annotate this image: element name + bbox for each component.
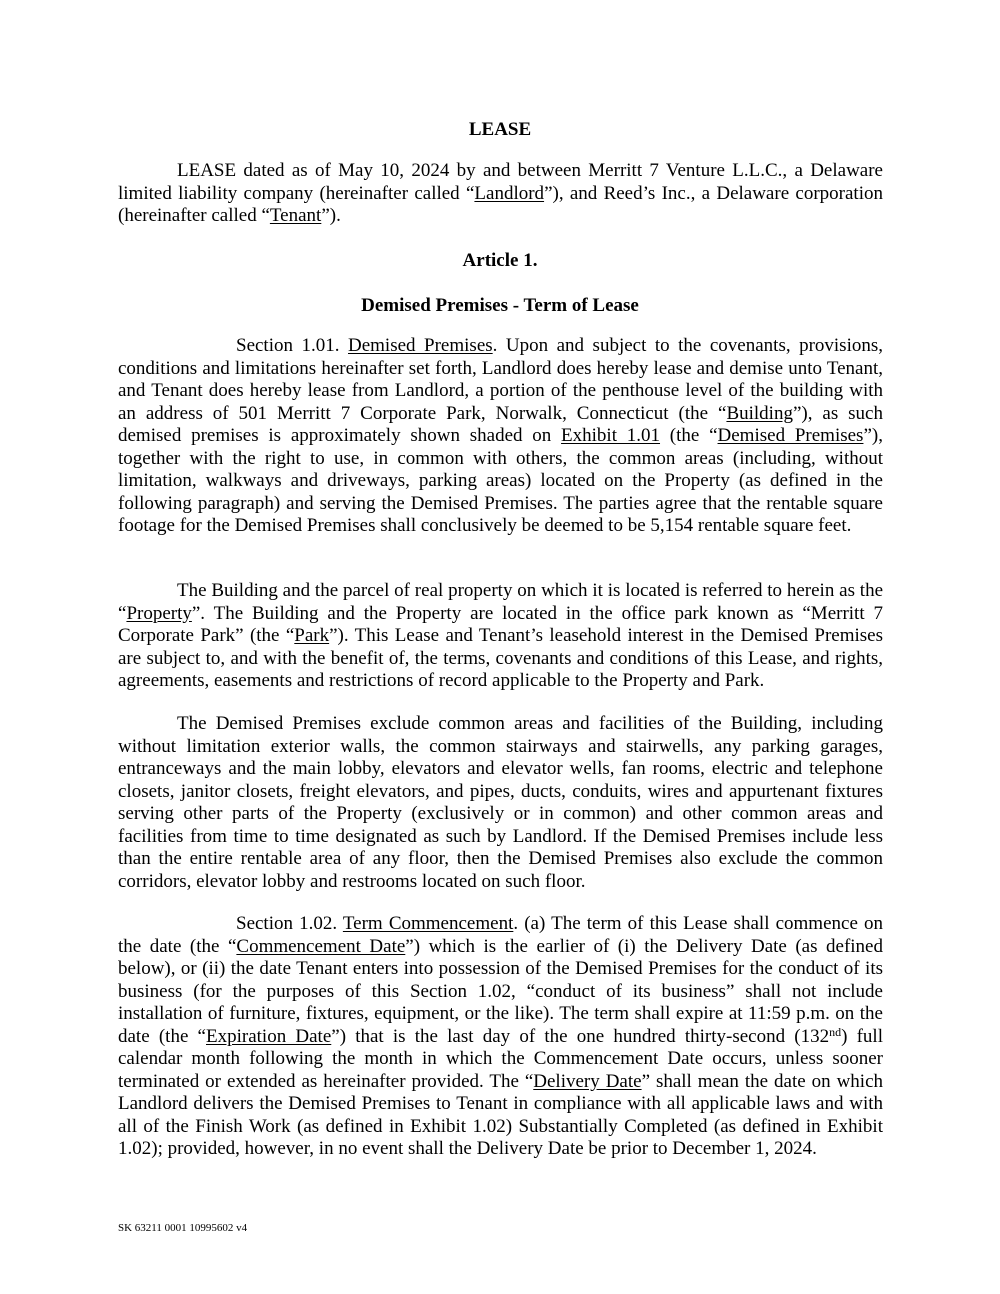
property-paragraph xyxy=(118,580,883,693)
section-text: . Upon and subject to the covenants, provisions, conditions and limitations hereinafter set forth, Landlord does hereby lease and demise unto Tenant, and Tenant does hereby lease from Landlord, a portion of the penthouse level of the building with an address of 501 Merritt 7 Corporate Park, Norwalk, Connecticut (the “ xyxy=(118,335,884,424)
defined-term-property: Property xyxy=(126,602,192,624)
defined-term-demised-premises: Demised Premises xyxy=(717,425,864,446)
section-label: Section 1.01. xyxy=(236,335,340,356)
exhibit-reference: Exhibit 1.01 xyxy=(561,425,661,446)
document-footer-id: SK 63211 0001 10995602 v4 xyxy=(118,1222,248,1234)
section-heading: Term Commencement xyxy=(342,913,514,934)
article-number: Article 1. xyxy=(462,250,538,271)
document-title: LEASE xyxy=(468,119,532,140)
paragraph-text: ”). This Lease and Tenant’s leasehold interest in the Demised Premises are subject to, and with the benefit of, the terms, covenants and conditions of this Lease, and rights, agreements, easements and restrictions of record applicable to the Property and Park. xyxy=(118,625,883,691)
defined-term-park: Park xyxy=(294,625,330,646)
section-heading: Demised Premises xyxy=(348,335,493,356)
defined-term-tenant: Tenant xyxy=(269,205,322,226)
exclusions-paragraph: The Demised Premises exclude common areas and facilities of the Building, including without limitation exterior walls, the common stairways and stairwells, any parking garages, entranceways and the main lobby, elevators and elevator wells, fan rooms, electric and telephone closets, janitor closets, freight elevators, and pipes, ducts, conduits, wires and appurtenant fixtures serving other parts of the Property (exclusively or in common) and other common areas and facilities from time to time designated as such by Landlord. If the Demised Premises include less than the entire rentable area of any floor, then the Demised Premises also exclude the common corridors, elevator lobby and restrooms located on such floor. xyxy=(118,713,883,892)
section-1-01-paragraph xyxy=(118,335,883,538)
paragraph-text: ”. The Building and the Property are located in the office park known as “Merritt 7 Corporate Park” (the “ xyxy=(118,602,883,646)
intro-text-3: ”). xyxy=(321,205,341,226)
defined-term-landlord: Landlord xyxy=(474,182,545,204)
intro-text-1: LEASE dated as of May 10, 2024 by and between Merritt 7 Venture L.L.C., a Delaware limited liability company (hereinafter called “ xyxy=(118,160,883,204)
defined-term-building: Building xyxy=(726,402,793,424)
defined-term-delivery-date: Delivery Date xyxy=(533,1070,642,1092)
section-text: ”), as such demised premises is approximately shown shaded on xyxy=(118,402,883,446)
intro-paragraph xyxy=(118,160,883,228)
section-text: . (a) The term of this Lease shall commence on the date (the “ xyxy=(118,913,883,957)
section-text: (the “ xyxy=(660,425,718,446)
ordinal-superscript: nd xyxy=(829,1024,842,1039)
paragraph-text: The Building and the parcel of real property on which it is located is referred to herein as the “ xyxy=(118,580,883,624)
section-text: ”) which is the earlier of (i) the Delivery Date (as defined below), or (ii) the date Tenant enters into possession of the Demised Premises for the conduct of its business (for the purposes of this Section 1.02, “conduct of its business” shall not include installation of furniture, fixtures, equipment, or the like). The term shall expire at 11:59 p.m. on the date (the “ xyxy=(118,935,883,1047)
section-text: ”) that is the last day of the one hundred thirty-second (132 xyxy=(331,1025,830,1047)
article-title: Demised Premises - Term of Lease xyxy=(361,295,639,316)
section-text: ” shall mean the date on which Landlord delivers the Demised Premises to Tenant in compliance with all applicable laws and with all of the Finish Work (as defined in Exhibit 1.02) Substantially Completed (as defined in Exhibit 1.02); provided, however, in no event shall the Delivery Date be prior to December 1, 2024. xyxy=(118,1070,883,1159)
section-1-02-paragraph xyxy=(118,913,883,1161)
defined-term-expiration-date: Expiration Date xyxy=(206,1025,332,1047)
defined-term-commencement-date: Commencement Date xyxy=(236,935,406,957)
section-label: Section 1.02. xyxy=(236,913,338,934)
section-text: ) full calendar month following the month in which the Commencement Date occurs, unless sooner terminated or extended as hereinafter provided. The “ xyxy=(118,1025,883,1092)
section-text: ”), together with the right to use, in common with others, the common areas (including, without limitation, walkways and driveways, parking areas) located on the Property (as defined in the following paragraph) and serving the Demised Premises. The parties agree that the rentable square footage for the Demised Premises shall conclusively be deemed to be 5,154 rentable square feet. xyxy=(118,425,883,536)
intro-text-2: ”), and Reed’s Inc., a Delaware corporation (hereinafter called “ xyxy=(118,182,883,226)
